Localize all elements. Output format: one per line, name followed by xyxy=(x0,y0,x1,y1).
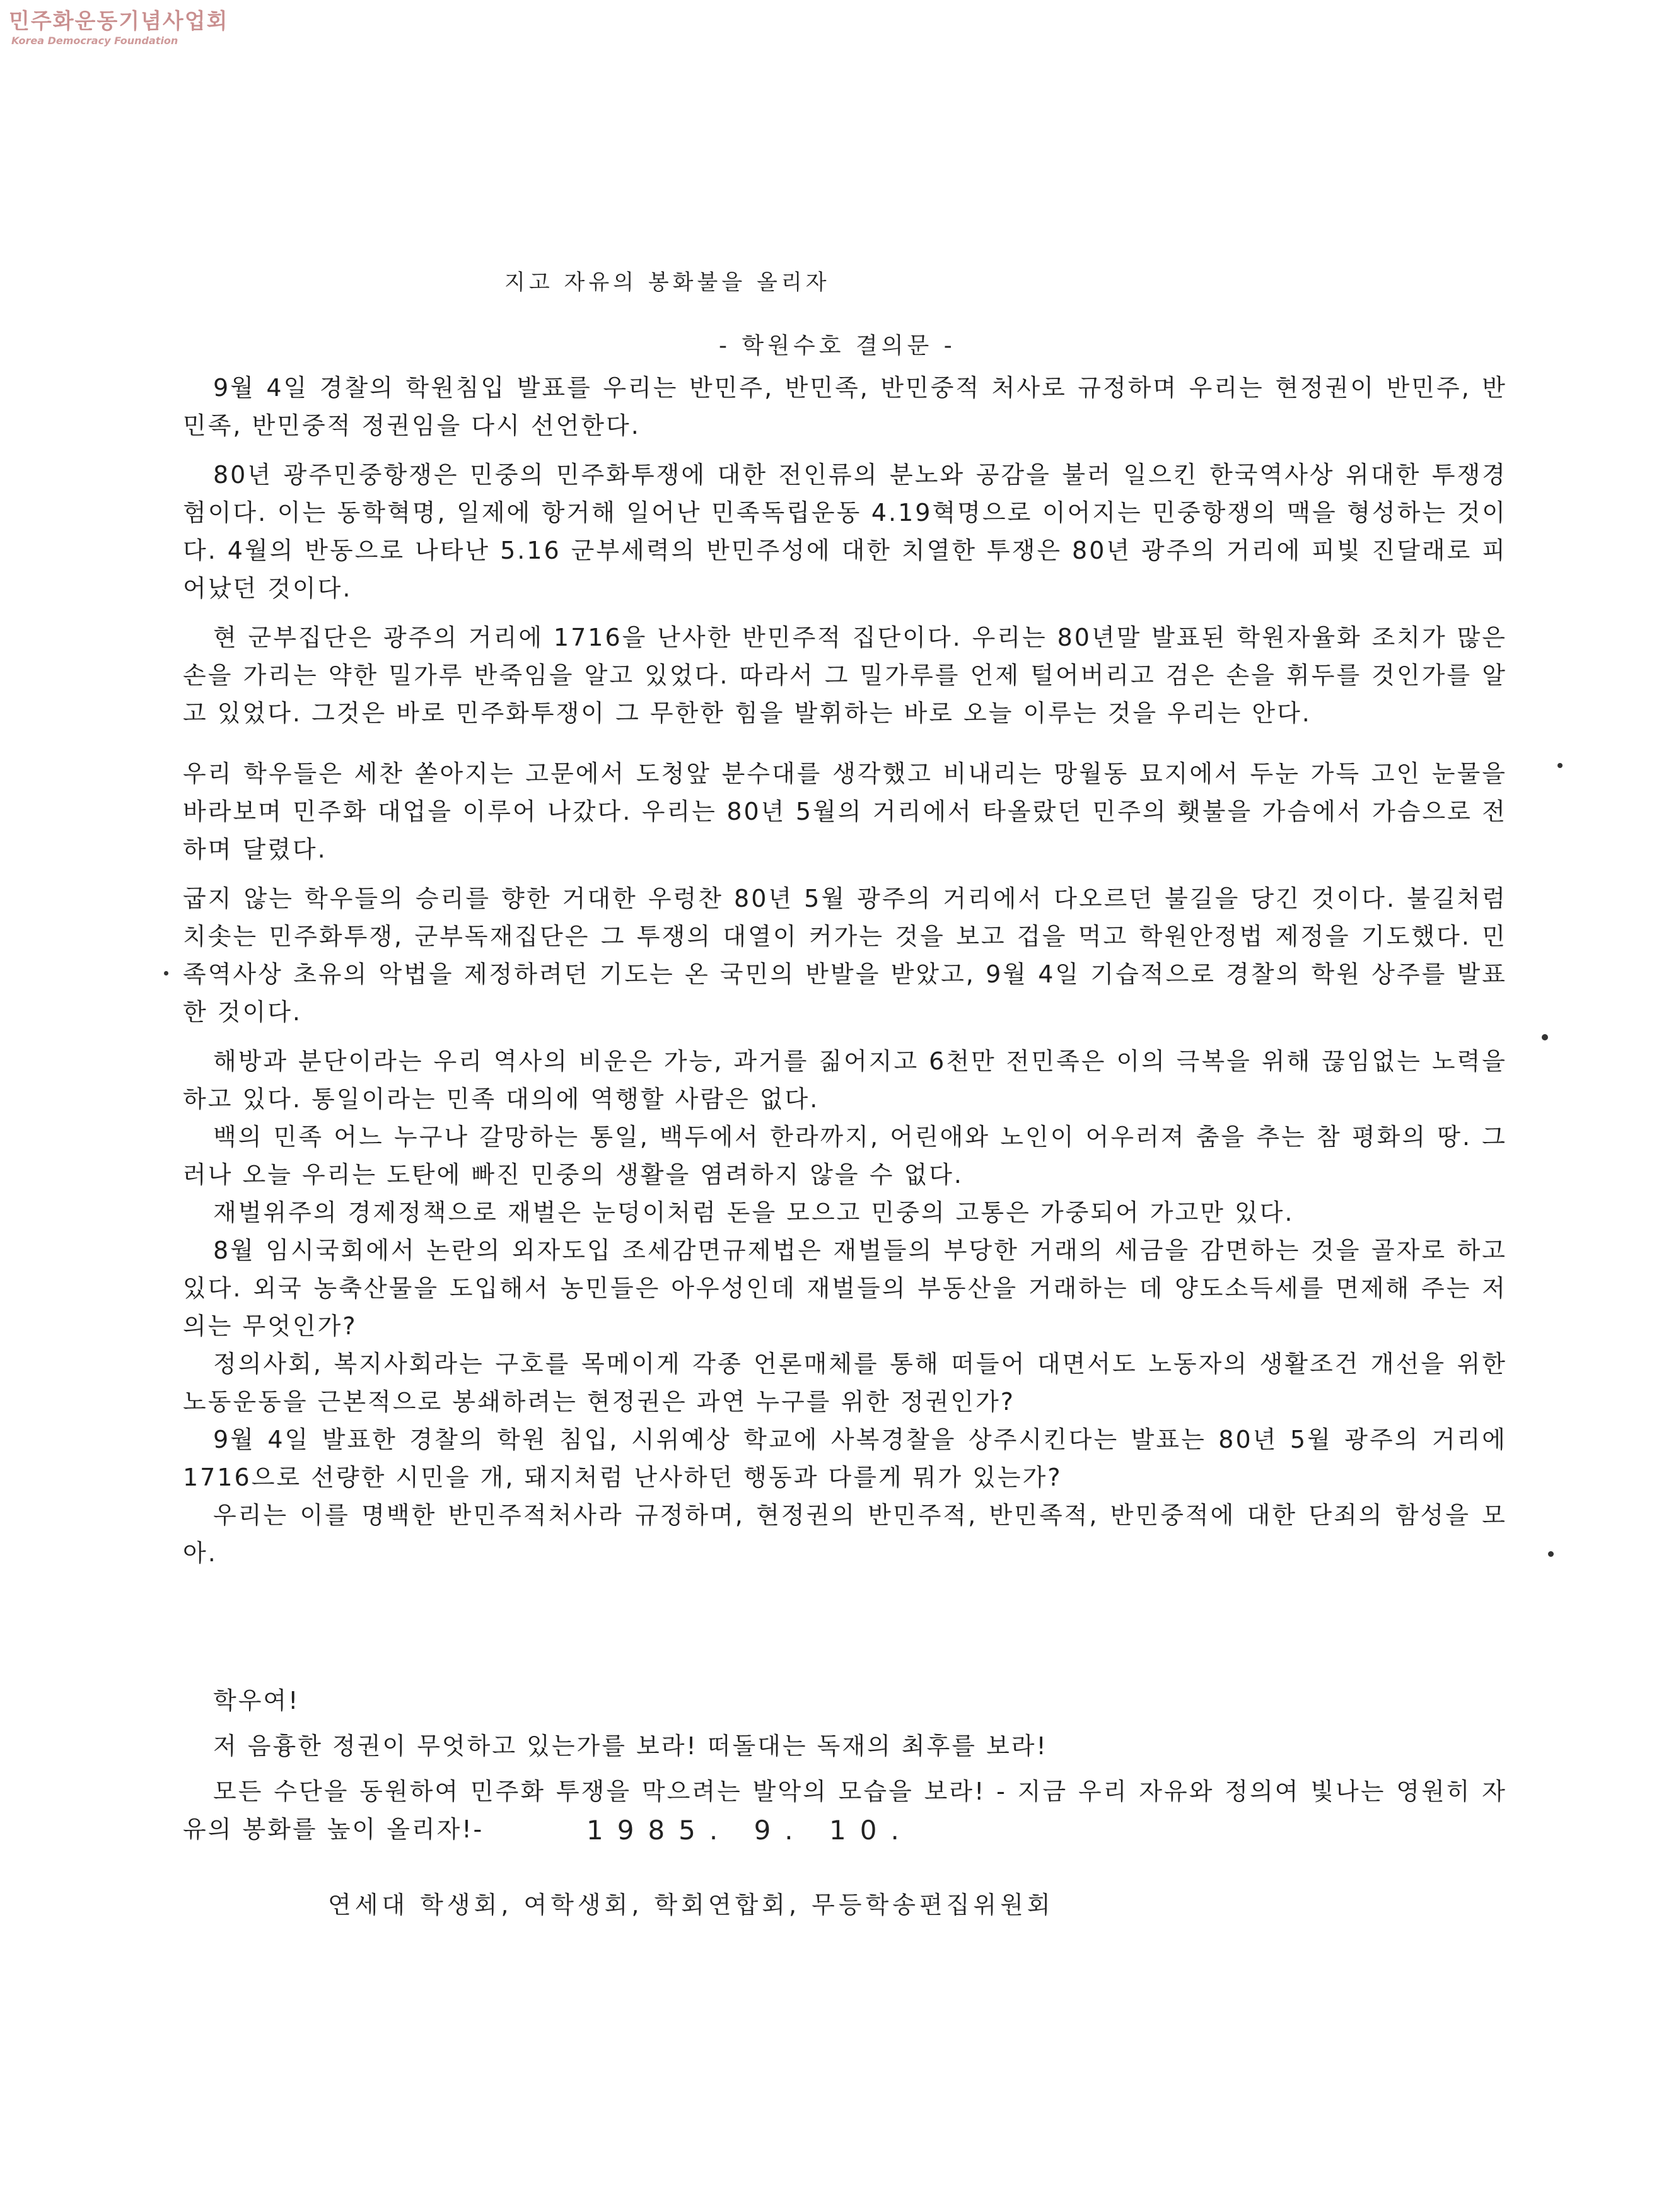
paragraph-4: 우리 학우들은 세찬 쏟아지는 고문에서 도청앞 분수대를 생각했고 비내리는 망월동 묘지에서 두눈 가득 고인 눈물을 바라보며 민주화 대업을 이루어 나갔다. 우리는 80년 5월의 거리에서 타올랐던 민주의 횃불을 가슴에서 가슴으로 전하며 달렸다. xyxy=(183,760,1507,863)
scan-speck xyxy=(1548,1551,1554,1557)
paragraph-8: 재벌위주의 경제정책으로 재벌은 눈덩이처럼 돈을 모으고 민중의 고통은 가중되어 가고만 있다. xyxy=(213,1199,1295,1226)
watermark-korean: 민주화운동기념사업회 xyxy=(9,9,229,34)
paragraph-12: 우리는 이를 명백한 반민주적처사라 규정하며, 현정권의 반민주적, 반민족적, 반민중적에 대한 단죄의 함성을 모아. xyxy=(183,1501,1507,1567)
scan-speck xyxy=(1557,763,1563,768)
scan-speck xyxy=(1542,1034,1548,1040)
paragraph-11: 9월 4일 발표한 경찰의 학원 침입, 시위예상 학교에 사복경찰을 상주시킨다는 발표는 80년 5월 광주의 거리에 1716으로 선량한 시민을 개, 돼지처럼 난사하던 행동과 다를게 뭐가 있는가? xyxy=(183,1426,1507,1491)
closing-line-3: 모든 수단을 동원하여 민주화 투쟁을 막으려는 발악의 모습을 보라! - 지금 우리 자유와 정의여 빛나는 영원히 자유의 봉화를 높이 올리자!- xyxy=(183,1778,1507,1843)
document-title: 지고 자유의 봉화불을 올리자 xyxy=(504,270,830,295)
closing-line-1: 학우여! xyxy=(213,1687,300,1714)
foundation-watermark xyxy=(9,9,228,48)
paragraph-3: 현 군부집단은 광주의 거리에 1716을 난사한 반민주적 집단이다. 우리는 80년말 발표된 학원자율화 조치가 많은 손을 가리는 약한 밀가루 반죽임을 알고 있었다. 따라서 그 밀가루를 언제 털어버리고 검은 손을 휘두를 것인가를 알고 있었다. 그것은 바로 민주화투쟁이 그 무한한 힘을 발휘하는 바로 오늘 이루는 것을 우리는 안다. xyxy=(183,624,1507,727)
closing-line-2: 저 음흉한 정권이 무엇하고 있는가를 보라! 떠돌대는 독재의 최후를 보라! xyxy=(213,1732,1048,1760)
paragraph-5: 굽지 않는 학우들의 승리를 향한 거대한 우렁찬 80년 5월 광주의 거리에서 다오르던 불길을 당긴 것이다. 불길처럼 치솟는 민주화투쟁, 군부독재집단은 그 투쟁의 대열이 커가는 것을 보고 겁을 먹고 학원안정법 제정을 기도했다. 민족역사상 초유의 악법을 제정하려던 기도는 온 국민의 반발을 받았고, 9월 4일 기습적으로 경찰의 학원 상주를 발표한 것이다. xyxy=(183,885,1507,1026)
document-date: 1985. 9. 10. xyxy=(586,1815,913,1846)
paragraph-1: 9월 4일 경찰의 학원침입 발표를 우리는 반민주, 반민족, 반민중적 처사로 규정하며 우리는 현정권이 반민주, 반민족, 반민중적 정권임을 다시 선언한다. xyxy=(183,374,1507,439)
paragraph-2: 80년 광주민중항쟁은 민중의 민주화투쟁에 대한 전인류의 분노와 공감을 불러 일으킨 한국역사상 위대한 투쟁경험이다. 이는 동학혁명, 일제에 항거해 일어난 민족독립운동 4.19혁명으로 이어지는 민중항쟁의 맥을 형성하는 것이다. 4월의 반동으로 나타난 5.16 군부세력의 반민주성에 대한 치열한 투쟁은 80년 광주의 거리에 피빛 진달래로 피어났던 것이다. xyxy=(183,461,1507,602)
paragraph-7: 백의 민족 어느 누구나 갈망하는 통일, 백두에서 한라까지, 어린애와 노인이 어우러져 춤을 추는 참 평화의 땅. 그러나 오늘 우리는 도탄에 빠진 민중의 생활을 염려하지 않을 수 없다. xyxy=(183,1123,1507,1189)
paragraph-10: 정의사회, 복지사회라는 구호를 목메이게 각종 언론매체를 통해 떠들어 대면서도 노동자의 생활조건 개선을 위한 노동운동을 근본적으로 봉쇄하려는 현정권은 과연 누구를 위한 정권인가? xyxy=(183,1350,1507,1416)
paragraph-6: 해방과 분단이라는 우리 역사의 비운은 가능, 과거를 짊어지고 6천만 전민족은 이의 극복을 위해 끊임없는 노력을 하고 있다. 통일이라는 민족 대의에 역행할 사람은 없다. xyxy=(183,1047,1507,1113)
watermark-english: Korea Democracy Foundation xyxy=(11,35,178,47)
document-subtitle: - 학원수호 결의문 - xyxy=(719,333,956,359)
scan-speck xyxy=(164,971,168,975)
document-body xyxy=(183,369,1507,1572)
paragraph-9: 8월 임시국회에서 논란의 외자도입 조세감면규제법은 재벌들의 부당한 거래의 세금을 감면하는 것을 골자로 하고 있다. 외국 농축산물을 도입해서 농민들은 아우성인데 재벌들의 부동산을 거래하는 데 양도소득세를 면제해 주는 저의는 무엇인가? xyxy=(183,1237,1507,1340)
document-signers: 연세대 학생회, 여학생회, 학회연합회, 무등학송편집위원회 xyxy=(328,1891,1054,1919)
